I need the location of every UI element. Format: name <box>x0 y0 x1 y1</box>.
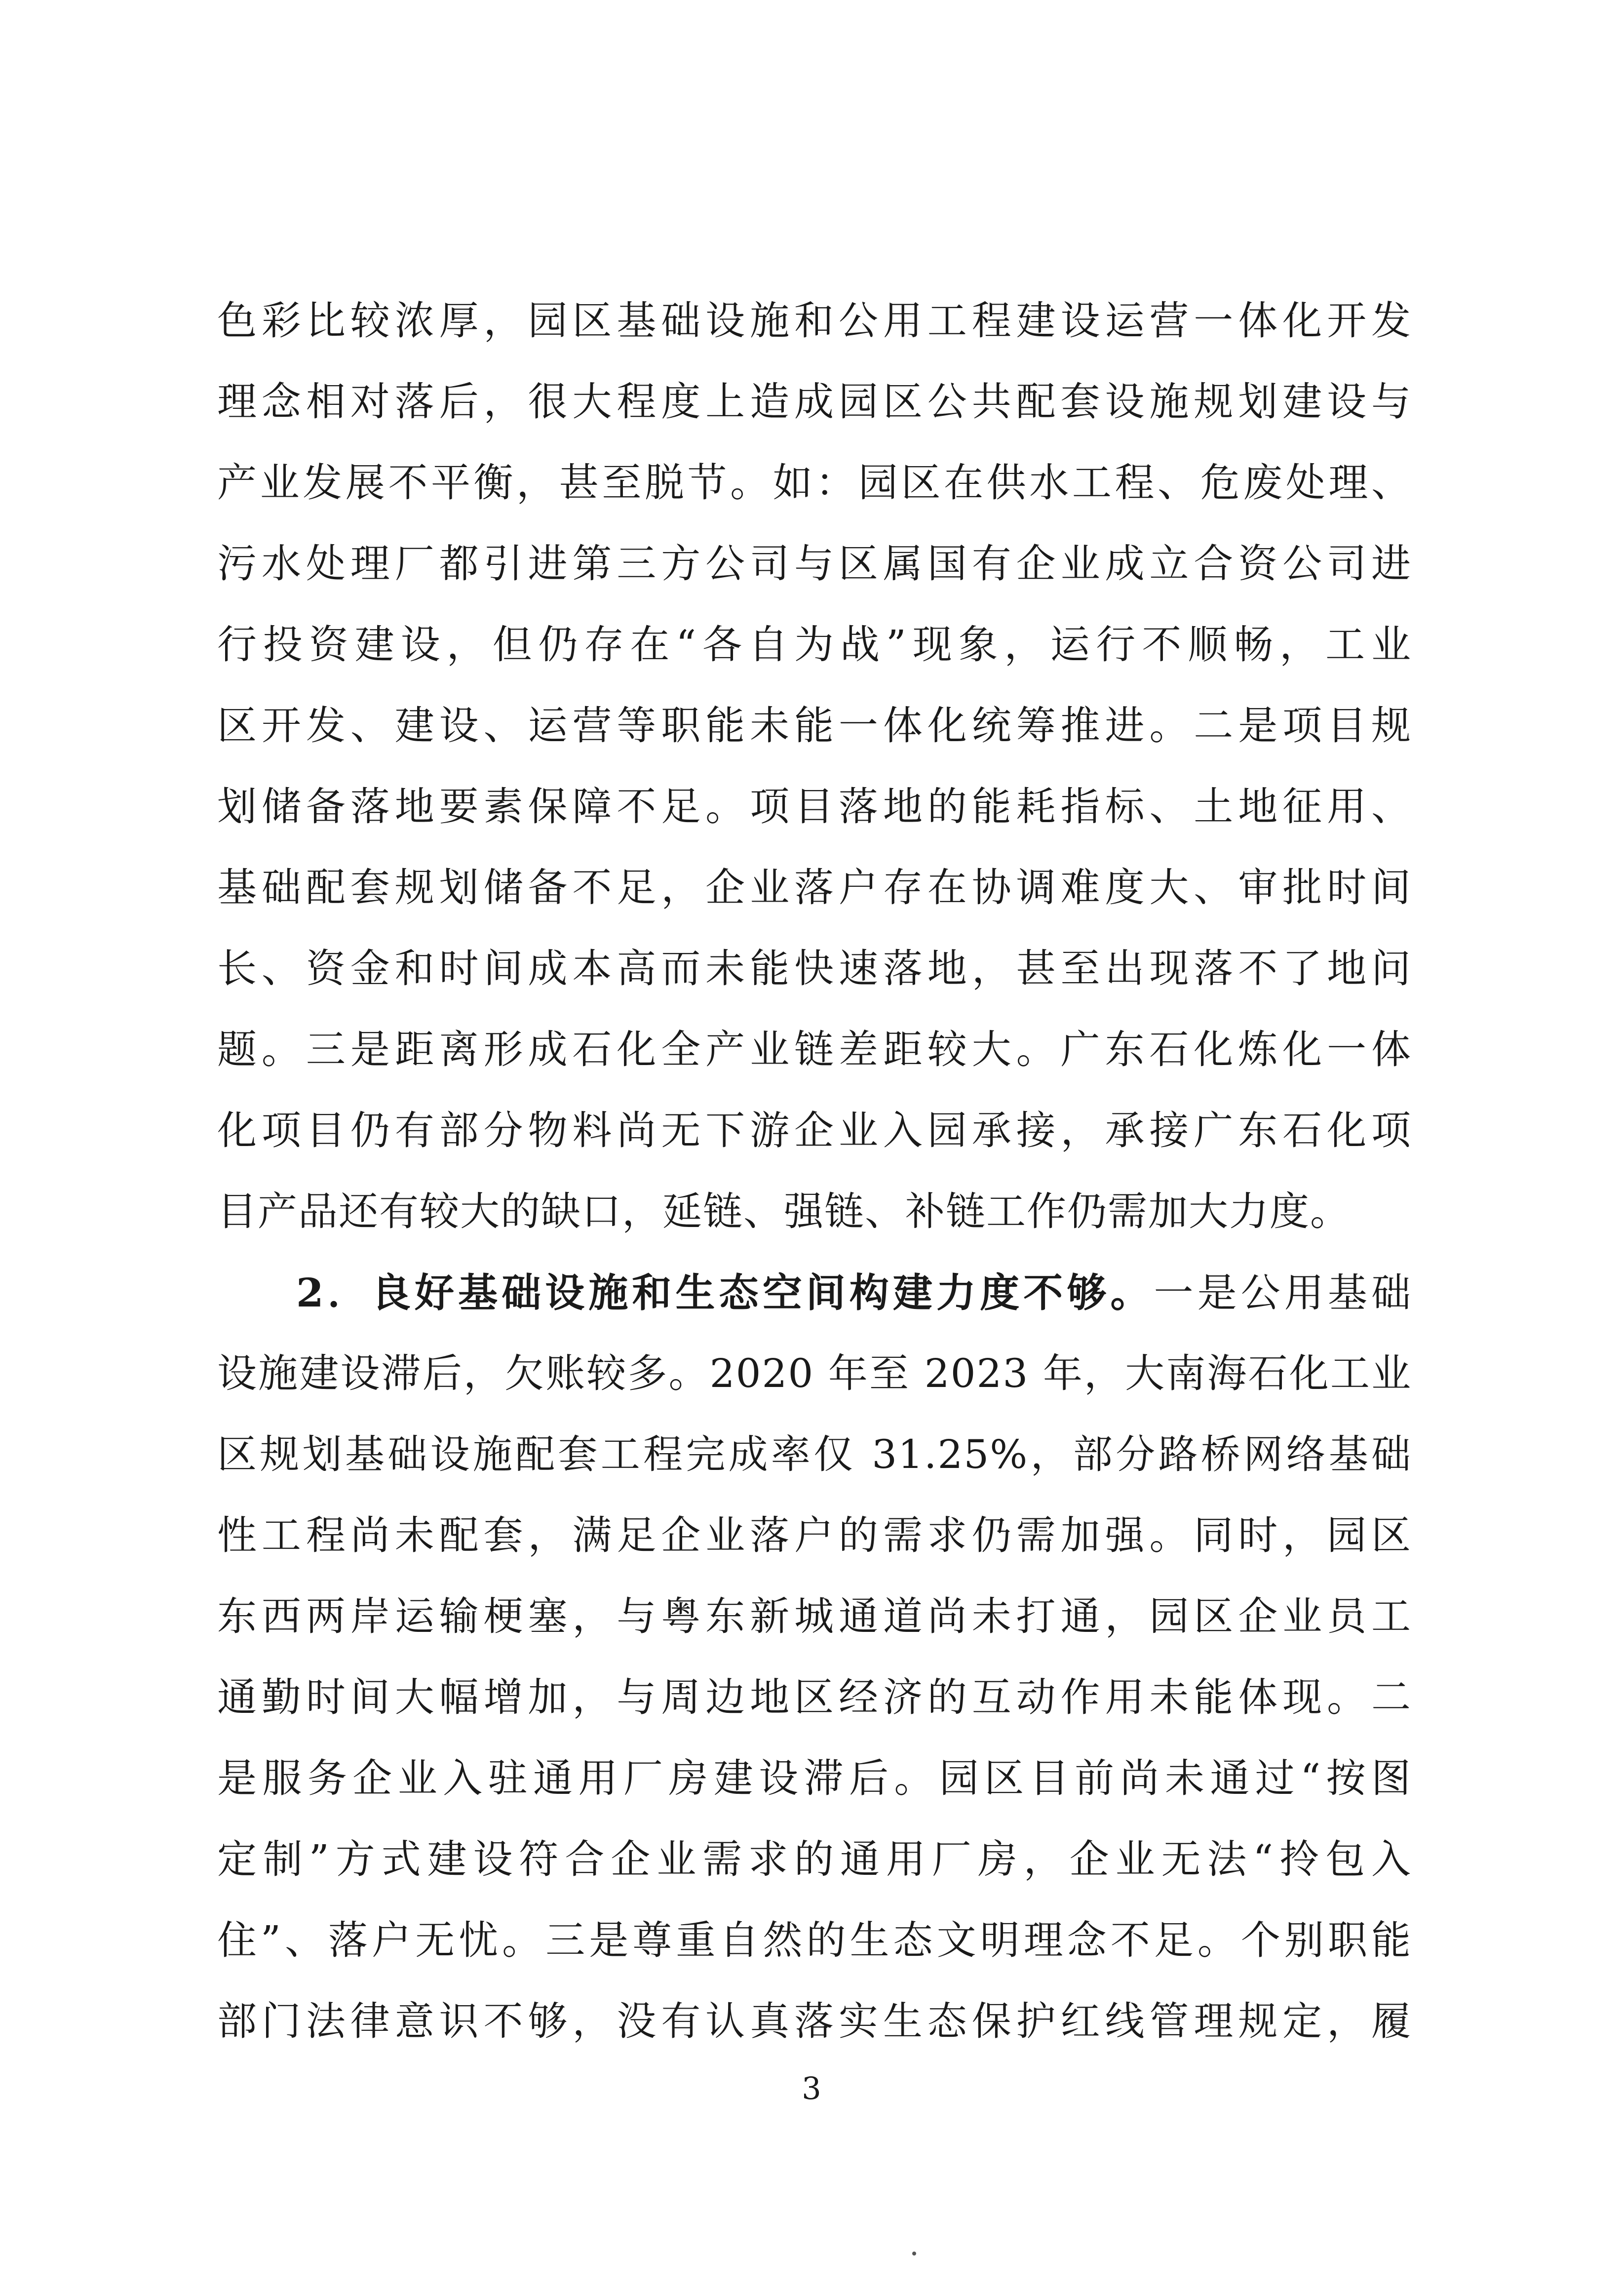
scan-speck <box>912 2252 916 2256</box>
body-line: 部门法律意识不够，没有认真落实生态保护红线管理规定，履 <box>217 1998 1412 2044</box>
body-line: 区开发、建设、运营等职能未能一体化统筹推进。二是项目规 <box>217 703 1412 749</box>
body-line: 污水处理厂都引进第三方公司与区属国有企业成立合资公司进 <box>217 541 1412 587</box>
body-line: 定制”方式建设符合企业需求的通用厂房，企业无法“拎包入 <box>217 1836 1412 1882</box>
body-line: 住”、落户无忧。三是尊重自然的生态文明理念不足。个别职能 <box>217 1917 1412 1963</box>
body-line: 划储备落地要素保障不足。项目落地的能耗指标、土地征用、 <box>217 784 1412 830</box>
body-line: 设施建设滞后，欠账较多。2020 年至 2023 年，大南海石化工业 <box>217 1350 1412 1396</box>
body-line: 色彩比较浓厚，园区基础设施和公用工程建设运营一体化开发 <box>217 298 1412 344</box>
body-line: 通勤时间大幅增加，与周边地区经济的互动作用未能体现。二 <box>217 1674 1412 1720</box>
body-line: 东西两岸运输梗塞，与粤东新城通道尚未打通，园区企业员工 <box>217 1593 1412 1639</box>
page-number: 3 <box>802 2070 821 2106</box>
body-line: 目产品还有较大的缺口，延链、强链、补链工作仍需加大力度。 <box>217 1188 1351 1234</box>
body-line: 是服务企业入驻通用厂房建设滞后。园区目前尚未通过“按图 <box>217 1755 1412 1801</box>
body-line: 化项目仍有部分物料尚无下游企业入园承接，承接广东石化项 <box>217 1108 1412 1153</box>
body-line: 行投资建设，但仍存在“各自为战”现象，运行不顺畅，工业 <box>217 622 1412 668</box>
body-line: 长、资金和时间成本高而未能快速落地，甚至出现落不了地问 <box>217 946 1412 991</box>
body-line: 题。三是距离形成石化全产业链差距较大。广东石化炼化一体 <box>217 1027 1412 1072</box>
body-line: 区规划基础设施配套工程完成率仅 31.25%，部分路桥网络基础 <box>217 1431 1412 1477</box>
paragraph-2-first-line <box>296 1263 1412 1327</box>
paragraph-2-first-line-rest: 一是公用基础 <box>1154 1270 1412 1316</box>
body-line: 性工程尚未配套，满足企业落户的需求仍需加强。同时，园区 <box>217 1512 1412 1558</box>
body-line: 基础配套规划储备不足，企业落户存在协调难度大、审批时间 <box>217 865 1412 910</box>
body-line: 产业发展不平衡，甚至脱节。如：园区在供水工程、危废处理、 <box>217 460 1412 506</box>
body-line: 理念相对落后，很大程度上造成园区公共配套设施规划建设与 <box>217 379 1412 425</box>
paragraph-2-heading: 2．良好基础设施和生态空间构建力度不够。 <box>296 1269 1154 1316</box>
